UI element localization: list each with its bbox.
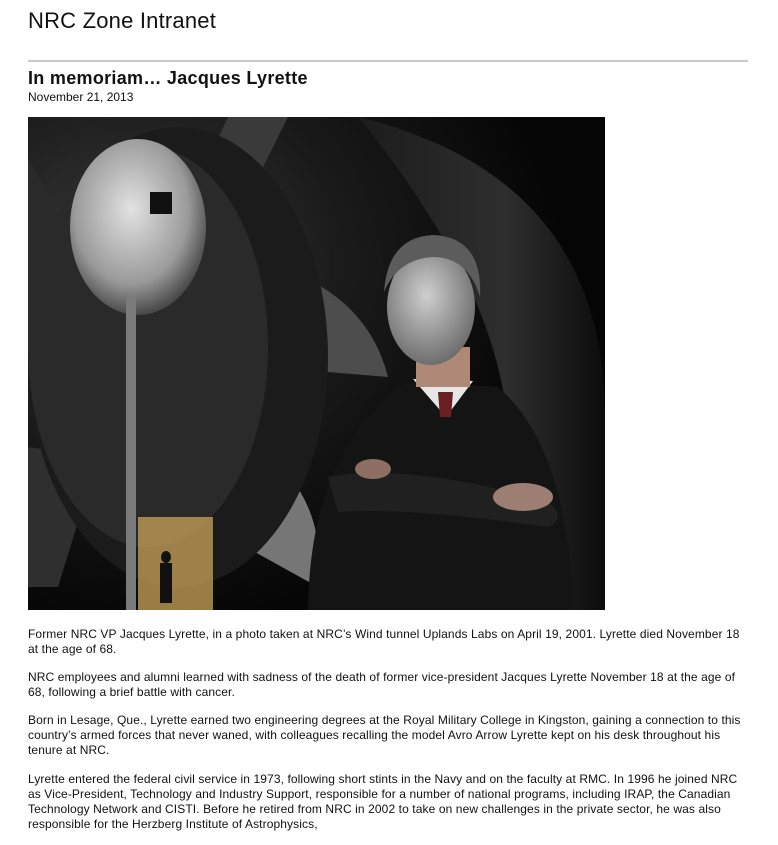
article-paragraph: Lyrette entered the federal civil service in 1973, following short stints in the Navy and on the faculty at RMC. In 1996 he joined NRC as Vice-President, Technology and Industry Support, responsible for a number of national programs, including IRAP, the Canadian Technology Network and CISTI. Before he retired from NRC in 2002 to take on new challenges in the private sector, he was also responsible for the Herzberg Institute of Astrophysics, xyxy=(28,772,738,831)
article-title: In memoriam… Jacques Lyrette xyxy=(28,68,308,88)
article-photo xyxy=(28,117,605,610)
site-title: NRC Zone Intranet xyxy=(28,8,217,33)
header-divider xyxy=(28,60,748,62)
photo-caption: Former NRC VP Jacques Lyrette, in a photo taken at NRC’s Wind tunnel Uplands Labs on April 19, 2001. Lyrette died November 18 at the age of 68. xyxy=(28,627,740,656)
article-paragraph: NRC employees and alumni learned with sadness of the death of former vice-president Jacques Lyrette November 18 at the age of 68, following a brief battle with cancer. xyxy=(28,670,736,699)
article-paragraph: Born in Lesage, Que., Lyrette earned two engineering degrees at the Royal Military College in Kingston, gaining a connection to this country’s armed forces that never waned, with colleagues recalling the model Avro Arrow Lyrette kept on his desk throughout his tenure at NRC. xyxy=(28,713,741,757)
article-date: November 21, 2013 xyxy=(28,90,134,104)
